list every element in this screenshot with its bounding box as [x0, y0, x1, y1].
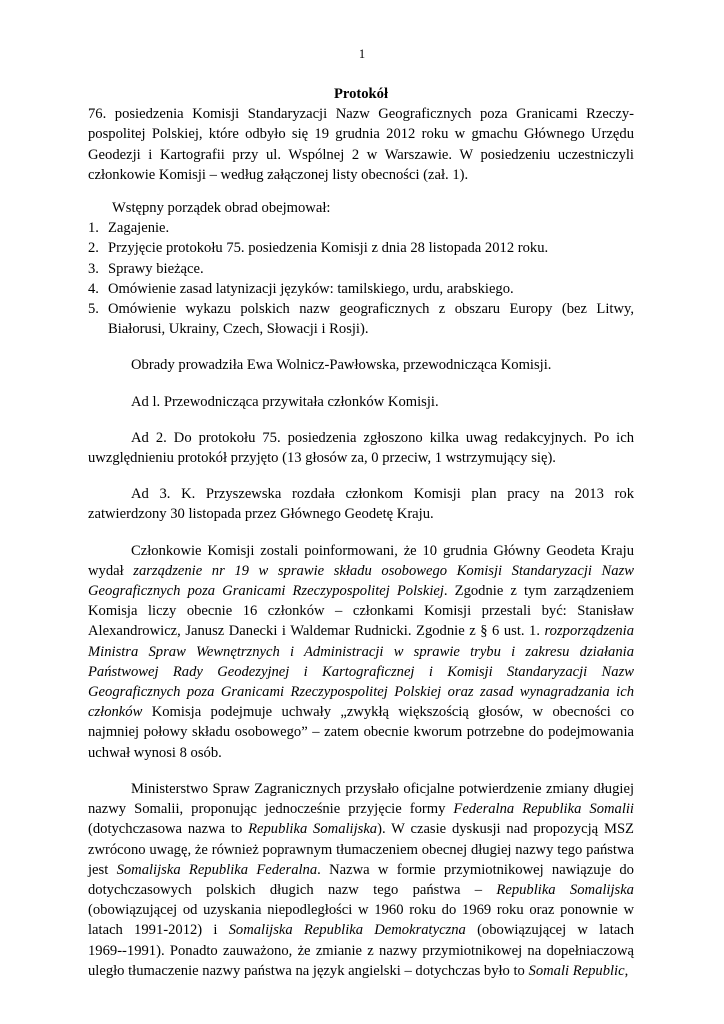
agenda-list	[88, 218, 634, 339]
ad1-paragraph: Ad l. Przewodnicząca przywitała członków Komisji.	[131, 393, 439, 410]
agenda-item: 1. Zagajenie.	[88, 220, 170, 237]
chair-paragraph: Obrady prowadziła Ewa Wolnicz-Pawłowska, przewodnicząca Komisji.	[131, 357, 552, 374]
agenda-item: 4. Omówienie zasad latynizacji języków: tamilskiego, urdu, arabskiego.	[88, 280, 514, 297]
agenda-heading: Wstępny porządek obrad obejmował:	[112, 200, 331, 217]
document-title: Protokół	[333, 86, 389, 102]
intro-paragraph: 76. posiedzenia Komisji Standaryzacji Nazw Geograficznych poza Granicami Rzeczypospolitej Polskiej, które odbyło się 19 grudnia 2012 roku w gmachu Głównego Urzędu Geodezji i Kartografii przy ul. Wspólnej 2 w Warszawie. W posiedzeniu uczestniczyli członkowie Komisji – według załączonej listy obecności (zał. 1).	[88, 106, 634, 183]
agenda-item: 3. Sprawy bieżące.	[88, 260, 204, 277]
members-paragraph: Członkowie Komisji zostali poinformowani, że 10 grudnia Główny Geodeta Kraju wydał zarządzenie nr 19 w sprawie składu osobowego Komisji Standaryzacji Nazw Geograficznych poza Granicami Rzeczypospolitej Polskiej. Zgodnie z tym zarządzeniem Komisja liczy obecnie 16 członków – członkami Komisji przestali być: Stanisław Alexandrowicz, Janusz Danecki i Waldemar Rudnicki. Zgodnie z § 6 ust. 1. rozporządzenia Ministra Spraw Wewnętrznych i Administracji w sprawie trybu i zakresu działania Państwowej Rady Geodezyjnej i Kartograficznej i Komisji Standaryzacji Nazw Geograficznych poza Granicami Rzeczypospolitej Polskiej oraz zasad wynagradzania ich członków Komisja podejmuje uchwały „zwykłą większością głosów, w obecności co najmniej połowy składu osobowego” – zatem obecnie kworum potrzebne do podejmowania uchwał wynosi 8 osób.	[88, 542, 634, 761]
ad3-paragraph: Ad 3. K. Przyszewska rozdała członkom Komisji plan pracy na 2013 rok zatwierdzony 30 listopada przez Głównego Geodetę Kraju.	[88, 486, 634, 523]
ad2-paragraph: Ad 2. Do protokołu 75. posiedzenia zgłoszono kilka uwag redakcyjnych. Po ich uwzględnieniu protokół przyjęto (13 głosów za, 0 przeciw, 1 wstrzymujący się).	[88, 429, 634, 467]
agenda-item: 5. Omówienie wykazu polskich nazw geograficznych z obszaru Europy (bez Litwy, Białorusi, Ukrainy, Czech, Słowacji i Rosji).	[88, 301, 634, 338]
document-body	[88, 84, 634, 981]
agenda-item: 2. Przyjęcie protokołu 75. posiedzenia Komisji z dnia 28 listopada 2012 roku.	[88, 240, 549, 257]
somalia-paragraph: Ministerstwo Spraw Zagranicznych przysłało oficjalne potwierdzenie zmiany długiej nazwy Somalii, proponując jednocześnie przyjęcie formy Federalna Republika Somalii (dotychczasowa nazwa to Republika Somalijska). W czasie dyskusji nad propozycją MSZ zwrócono uwagę, że również poprawnym tłumaczeniem obecnej długiej nazwy tego państwa jest Somalijska Republika Federalna. Nazwa w formie przymiotnikowej nawiązuje do dotychczasowych polskich długich nazw tego państwa – Republika Somalijska (obowiązującej od uzyskania niepodległości w 1960 roku do 1969 roku oraz ponownie w latach 1991-2012) i Somalijska Republika Demokratyczna (obowiązującej w latach 1969--1991). Ponadto zauważono, że zmianie z nazwy przymiotnikowej na dopełniaczową uległo tłumaczenie nazwy państwa na język angielski – dotychczas było to Somali Republic,	[88, 780, 635, 979]
page-number: 1	[358, 47, 366, 61]
